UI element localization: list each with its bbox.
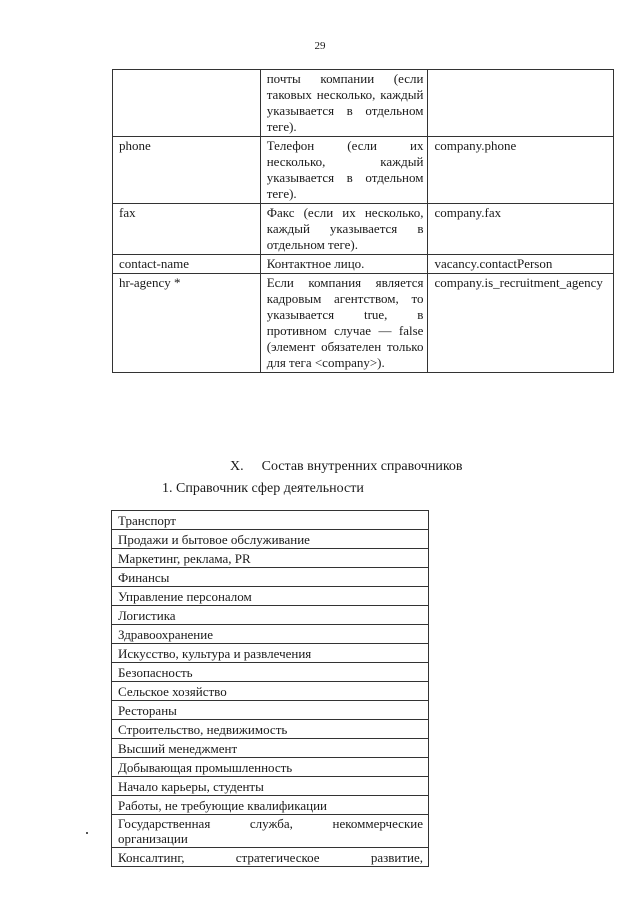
list-item bbox=[112, 848, 429, 867]
list-item bbox=[112, 606, 429, 625]
list-item bbox=[112, 511, 429, 530]
sphere-name: Безопасность bbox=[112, 663, 429, 682]
field-mapping-cell: company.fax bbox=[428, 204, 614, 255]
sphere-name: Государственная служба, некоммерческие организации bbox=[112, 815, 429, 848]
field-name-cell: contact-name bbox=[113, 255, 261, 274]
table-row bbox=[113, 137, 614, 204]
list-item bbox=[112, 549, 429, 568]
field-mapping-cell: company.is_recruitment_agency bbox=[428, 274, 614, 373]
list-item bbox=[112, 739, 429, 758]
field-name-cell: phone bbox=[113, 137, 261, 204]
scan-speck bbox=[86, 832, 88, 834]
list-item bbox=[112, 568, 429, 587]
sphere-name: Логистика bbox=[112, 606, 429, 625]
sphere-name: Искусство, культура и развлечения bbox=[112, 644, 429, 663]
field-mapping-cell bbox=[428, 70, 614, 137]
sphere-name: Высший менеджмент bbox=[112, 739, 429, 758]
list-item bbox=[112, 777, 429, 796]
table-row bbox=[113, 204, 614, 255]
field-description-cell: Телефон (если их несколько, каждый указывается в отдельном теге). bbox=[260, 137, 428, 204]
list-item bbox=[112, 644, 429, 663]
sphere-name: Финансы bbox=[112, 568, 429, 587]
sphere-name: Работы, не требующие квалификации bbox=[112, 796, 429, 815]
table-row bbox=[113, 255, 614, 274]
table-row bbox=[113, 70, 614, 137]
sphere-name: Рестораны bbox=[112, 701, 429, 720]
list-item bbox=[112, 720, 429, 739]
activity-spheres-table bbox=[111, 510, 429, 867]
field-name-cell bbox=[113, 70, 261, 137]
section-title: Состав внутренних справочников bbox=[261, 459, 463, 474]
list-item bbox=[112, 530, 429, 549]
field-description-cell: почты компании (если таковых несколько, каждый указывается в отдельном теге). bbox=[260, 70, 428, 137]
list-item bbox=[112, 663, 429, 682]
page-number: 29 bbox=[314, 40, 326, 52]
sphere-name: Строительство, недвижимость bbox=[112, 720, 429, 739]
list-item bbox=[112, 815, 429, 848]
sphere-name: Продажи и бытовое обслуживание bbox=[112, 530, 429, 549]
list-item bbox=[112, 796, 429, 815]
field-mapping-cell: vacancy.contactPerson bbox=[428, 255, 614, 274]
list-item bbox=[112, 587, 429, 606]
list-item bbox=[112, 625, 429, 644]
sphere-name: Транспорт bbox=[112, 511, 429, 530]
table-row bbox=[113, 274, 614, 373]
list-item bbox=[112, 701, 429, 720]
field-name-cell: hr-agency * bbox=[113, 274, 261, 373]
field-description-cell: Факс (если их несколько, каждый указывается в отдельном теге). bbox=[260, 204, 428, 255]
sphere-name: Здравоохранение bbox=[112, 625, 429, 644]
sphere-name: Маркетинг, реклама, PR bbox=[112, 549, 429, 568]
section-heading bbox=[230, 459, 463, 475]
list-item bbox=[112, 758, 429, 777]
sphere-name: Добывающая промышленность bbox=[112, 758, 429, 777]
sphere-name: Управление персоналом bbox=[112, 587, 429, 606]
field-description-cell: Контактное лицо. bbox=[260, 255, 428, 274]
field-description-cell: Если компания является кадровым агентством, то указывается true, в противном случае — false (элемент обязателен только для тега <company>). bbox=[260, 274, 428, 373]
field-name-cell: fax bbox=[113, 204, 261, 255]
sphere-name: Консалтинг, стратегическое развитие, bbox=[112, 848, 429, 867]
sphere-name: Сельское хозяйство bbox=[112, 682, 429, 701]
field-mapping-cell: company.phone bbox=[428, 137, 614, 204]
list-item bbox=[112, 682, 429, 701]
section-number: X. bbox=[230, 459, 244, 474]
sphere-name: Начало карьеры, студенты bbox=[112, 777, 429, 796]
field-mapping-table bbox=[112, 69, 614, 373]
subsection-heading: 1. Справочник сфер деятельности bbox=[162, 481, 364, 496]
